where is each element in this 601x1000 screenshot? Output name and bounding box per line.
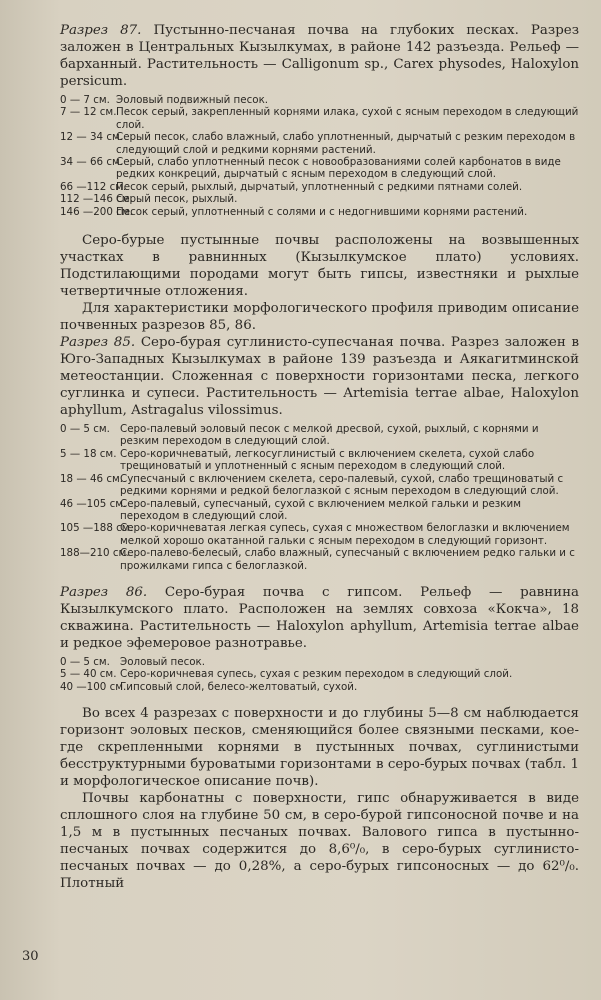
layer-depth: 0 — 5 см. [60,655,110,668]
section-85-layers [60,423,579,572]
layer-row [60,473,579,498]
layer-description: Серо-палево-белесый, слабо влажный, супесчаный с включением редко гальки и с прожилками гипса с белоглазкой. [120,547,575,572]
layer-depth: 12 — 34 см. [60,131,124,144]
layer-row [60,156,579,181]
layer-row [60,681,579,693]
layer-row [60,106,579,131]
paragraph-grey-brown-soils: Серо-бурые пустынные почвы расположены на возвышенных участках в равнинных (Кызылкумское плато) условиях. Подстилающими породами могут быть гипсы, известняки и рыхлые четвертичные отложения. [60,233,579,300]
layer-description: Серый песок, рыхлый. [116,193,238,206]
layer-description: Песок серый, уплотненный с солями и с недогнившими корнями растений. [116,205,528,218]
layer-depth: 5 — 40 см. [60,668,117,681]
spacer [60,224,579,232]
layer-description: Эоловый песок. [120,655,206,668]
layer-depth: 34 — 66 см. [60,156,124,169]
section-86-title: Разрез 86. [60,584,148,600]
layer-depth: 105 —188 см. [60,522,133,535]
layer-row [60,656,579,668]
layer-row [60,193,579,205]
layer-description: Серый, слабо уплотненный песок с новообразованиями солей карбонатов в виде редких конкреций, дырчатый с ясным переходом в следующий слой. [116,156,561,181]
layer-description: Песок серый, закрепленный корнями илака, сухой с ясным переходом в следующий слой. [116,106,579,131]
layer-depth: 5 — 18 см. [60,447,117,460]
layer-description: Супесчаный с включением скелета, серо-палевый, сухой, слабо трещиноватый с редкими корнями и редкой белоглазкой с ясным переходом в следующий слой. [120,472,564,498]
layer-row [60,547,579,572]
layer-description: Эоловый подвижный песок. [116,94,269,106]
page-number: 30 [22,949,39,964]
layer-depth: 112 —146 см. [60,193,133,206]
section-85-text: Серо-бурая суглинисто-супесчаная почва. Разрез заложен в Юго-Западных Кызылкумах в районе 139 разъезда и Аякагитминской метеостанции. Сложенная с поверхности горизонтами песка, легкого суглинка и супеси. Растительность — Artemisia terrae albae, Haloxylon aphyllum, Astragalus vilossimus. [60,335,579,419]
layer-description: Серо-палевый, супесчаный, сухой с включением мелкой гальки и резким переходом в следующий слой. [120,497,521,522]
layer-description: Серо-коричневая супесь, сухая с резким переходом в следующий слой. [120,668,513,681]
layer-depth: 146 —200 см. [60,205,133,218]
layer-depth: 0 — 5 см. [60,423,110,436]
layer-depth: 66 —112 см. [60,180,127,193]
section-87-text: Пустынно-песчаная почва на глубоких песках. Разрез заложен в Центральных Кызылкумах, в районе 142 разъезда. Рельеф — барханный. Растительность — Calligonum sp., Carex physodes, Haloxylon persicum. [60,23,579,89]
layer-depth: 18 — 46 см. [60,472,124,485]
layer-description: Песок серый, рыхлый, дырчатый, уплотненный с редкими пятнами солей. [116,180,523,193]
layer-row [60,522,579,547]
section-85-title: Разрез 85. [60,335,136,351]
layer-description: Гипсовый слой, белесо-желтоватый, сухой. [120,680,358,693]
layer-row [60,423,579,448]
layer-row [60,181,579,193]
section-87-intro [60,22,579,90]
layer-row [60,206,579,218]
layer-row [60,131,579,156]
layer-description: Серый песок, слабо влажный, слабо уплотненный, дырчатый с резким переходом в следующий слой и редкими корнями растений. [116,131,576,156]
layer-depth: 0 — 7 см. [60,94,110,106]
layer-description: Серо-коричневатая легкая супесь, сухая с множеством белоглазки и включением мелкой хорошо окатанной гальки с ясным переходом в следующий горизонт. [120,522,570,547]
section-87-title: Разрез 87. [60,23,142,38]
layer-row [60,448,579,473]
section-87-layers [60,94,579,218]
paragraph-profile-intro: Для характеристики морфологического профиля приводим описание почвенных разрезов 85, 86. [60,301,579,334]
section-85-intro [60,334,579,419]
paragraph-eolian-horizon: Во всех 4 разрезах с поверхности и до глубины 5—8 см наблюдается горизонт эоловых песков, сменяющийся более связными песками, кое-где скрепленными корнями в пустынных почвах, суглинистыми бесструктурными буроватыми горизонтами в серо-бурых почвах (табл. 1 и морфологическое описание почв). [60,706,579,790]
paragraph-carbonates-gypsum: Почвы карбонатны с поверхности, гипс обнаруживается в виде сплошного слоя на глубине 50 см, в серо-бурой гипсоносной почве и на 1,5 м в пустынных песчаных почвах. Валового гипса в пустынно-песчаных почвах содержится до 8,6⁰/₀, в серо-бурых суглинисто-песчаных почвах — до 0,28%, а серо-бурых гипсоносных — до 62⁰/₀. Плотный [60,791,579,892]
section-86-layers [60,656,579,693]
section-86-intro [60,584,579,652]
section-86-text: Серо-бурая почва с гипсом. Рельеф — равнина Кызылкумского плато. Расположен на землях совхоза «Кокча», 18 скважина. Растительность — Haloxylon aphyllum, Artemisia terrae albae и редкое эфемеровое разнотравье. [60,584,579,651]
layer-depth: 46 —105 см. [60,497,127,510]
layer-row [60,94,579,106]
layer-depth: 188—210 см. [60,547,130,560]
layer-depth: 7 — 12 см. [60,106,117,119]
layer-row [60,668,579,680]
layer-depth: 40 —100 см. [60,680,127,693]
layer-row [60,498,579,523]
layer-description: Серо-коричневатый, легкосуглинистый с включением скелета, сухой слабо трещиноватый и уплотненный с ясным переходом в следующий слой. [120,447,535,473]
layer-description: Серо-палевый эоловый песок с мелкой дресвой, сухой, рыхлый, с корнями и резким переходом в следующий слой. [120,423,539,448]
